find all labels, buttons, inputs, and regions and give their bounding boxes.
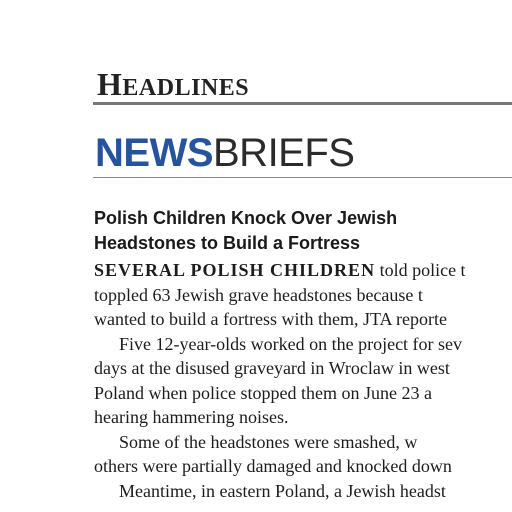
- body-line-text: told police t: [375, 260, 466, 280]
- article-headline: [94, 206, 512, 256]
- body-line: Poland when police stopped them on June 23 a: [94, 382, 432, 403]
- body-line: Some of the headstones were smashed, w: [119, 431, 418, 452]
- section-divider: [93, 102, 512, 105]
- title-divider: [93, 177, 512, 178]
- body-line: Five 12-year-olds worked on the project for sev: [119, 333, 463, 354]
- article-headline-line: Polish Children Knock Over Jewish: [94, 208, 398, 228]
- newsbriefs-title: [95, 131, 354, 175]
- body-line: others were partially damaged and knocked down: [94, 456, 452, 476]
- body-line: toppled 63 Jewish grave headstones because t: [94, 284, 423, 305]
- newsbriefs-title-light: BRIEFS: [213, 131, 355, 175]
- newsbriefs-title-bold: NEWS: [95, 131, 213, 175]
- article-body: [94, 258, 512, 503]
- section-heading: [97, 66, 249, 103]
- body-line: days at the disused graveyard in Wroclaw in west: [94, 358, 450, 378]
- section-heading-initial: H: [97, 66, 123, 102]
- body-line: hearing hammering noises.: [94, 407, 289, 427]
- body-line: wanted to build a fortress with them, JTA reporte: [94, 309, 447, 329]
- lead-caps: SEVERAL POLISH CHILDREN: [94, 260, 376, 280]
- body-line: Meantime, in eastern Poland, a Jewish headst: [119, 480, 446, 501]
- section-heading-rest: EADLINES: [122, 75, 250, 101]
- body-line: [94, 258, 512, 283]
- article-headline-line: Headstones to Build a Fortress: [94, 233, 361, 253]
